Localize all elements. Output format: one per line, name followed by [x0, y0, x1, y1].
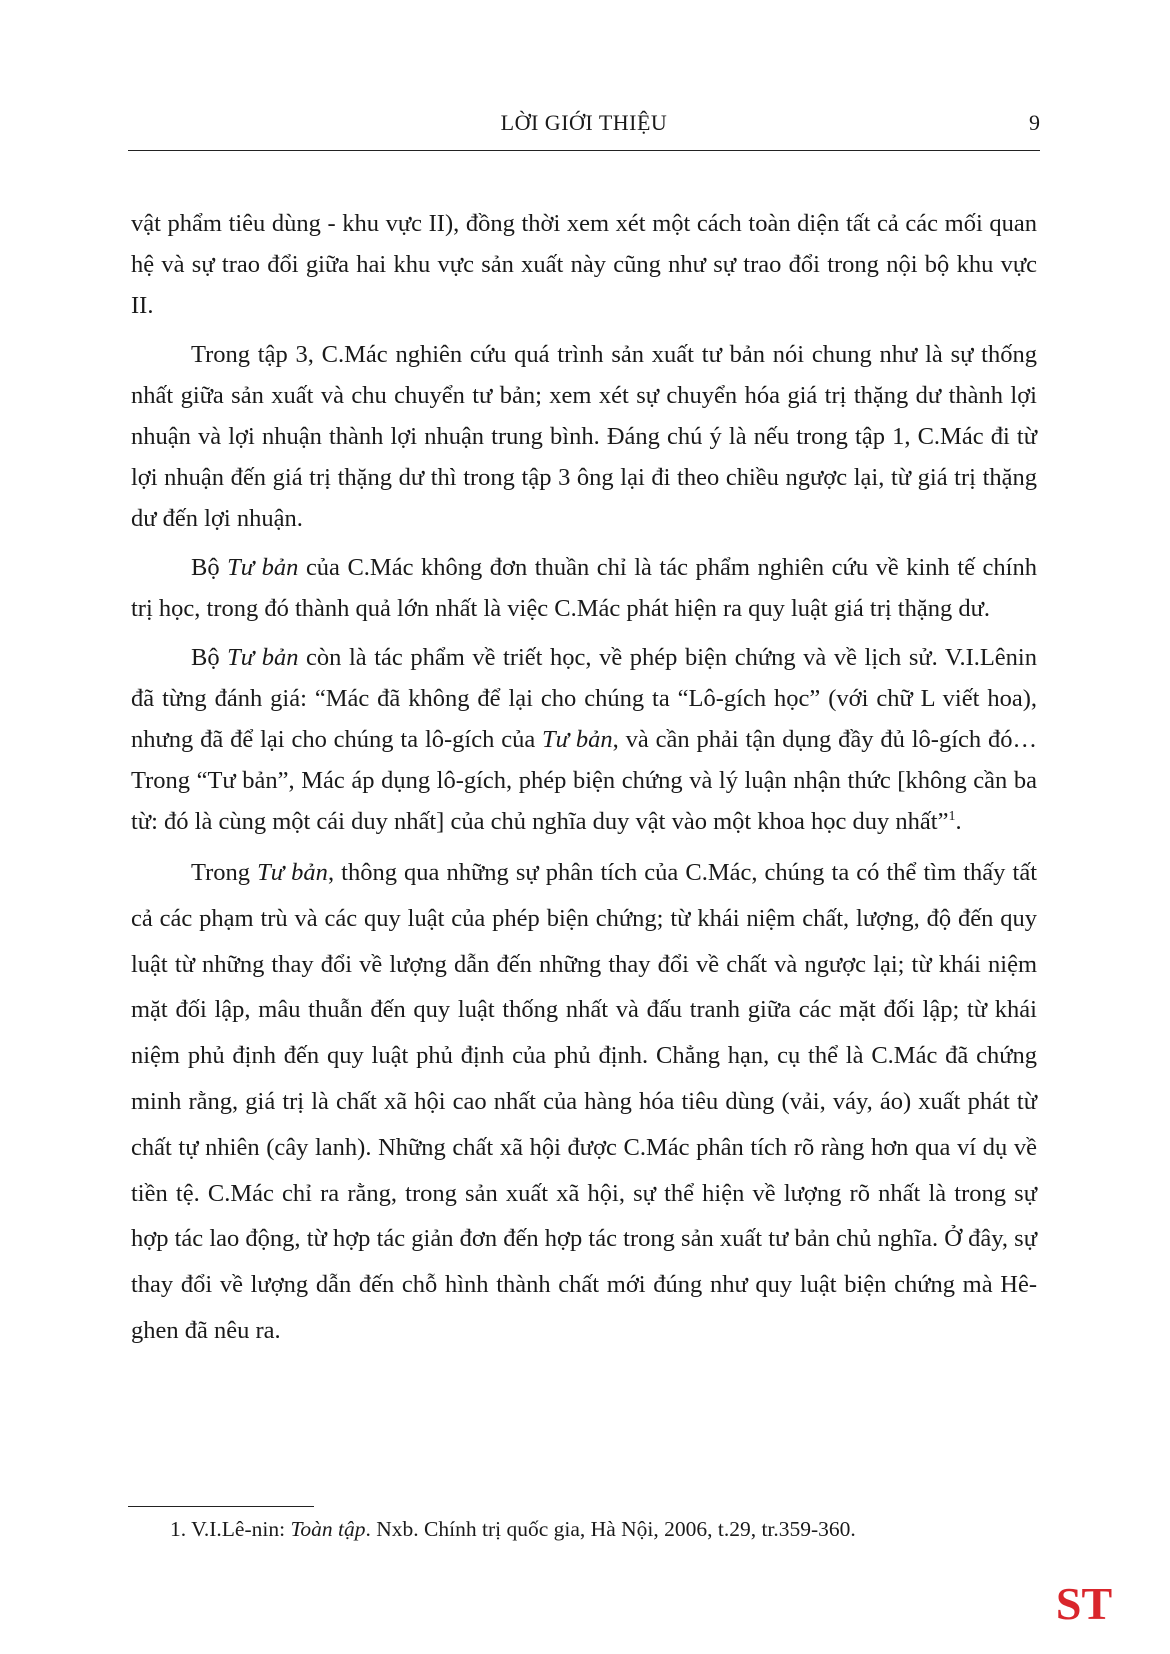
page-number: 9 — [1029, 110, 1040, 135]
running-header — [128, 104, 1040, 151]
paragraph-3: Bộ Tư bản của C.Mác không đơn thuần chỉ là tác phẩm nghiên cứu về kinh tế chính trị học, trong đó thành quả lớn nhất là việc C.Mác phát hiện ra quy luật giá trị thặng dư. — [131, 554, 1037, 622]
book-title: Tư bản — [542, 726, 613, 753]
paragraph-4: Bộ Tư bản còn là tác phẩm về triết học, về phép biện chứng và về lịch sử. V.I.Lênin đã từng đánh giá: “Mác đã không để lại cho chúng ta “Lô-gích học” (với chữ L viết hoa), nhưng đã để lại cho chúng ta lô-gích của Tư bản, và cần phải tận dụng đầy đủ lô-gích đó… Trong “Tư bản”, Mác áp dụng lô-gích, phép biện chứng và lý luận nhận thức [không cần ba từ: đó là cùng một cái duy nhất] của chủ nghĩa duy vật vào một khoa học duy nhất”$^1$. — [131, 644, 1037, 835]
book-title: Tư bản — [227, 554, 299, 581]
paragraph-2: Trong tập 3, C.Mác nghiên cứu quá trình sản xuất tư bản nói chung như là sự thống nhất giữa sản xuất và chu chuyển tư bản; xem xét sự chuyển hóa giá trị thặng dư thành lợi nhuận và lợi nhuận thành lợi nhuận trung bình. Đáng chú ý là nếu trong tập 1, C.Mác đi từ lợi nhuận đến giá trị thặng dư thì trong tập 3 ông lại đi theo chiều ngược lại, từ giá trị thặng dư đến lợi nhuận. — [131, 341, 1037, 532]
logo-text: ST — [1056, 1578, 1112, 1628]
footnote-reference[interactable]: 1 — [948, 808, 956, 824]
body-text — [131, 203, 1037, 1362]
publisher-logo — [1056, 1574, 1112, 1628]
footnote: 1. V.I.Lê-nin: Toàn tập. Nxb. Chính trị quốc gia, Hà Nội, 2006, t.29, tr.359-360. — [170, 1517, 856, 1541]
book-title: Tư bản — [257, 859, 328, 886]
book-title: Tư bản — [227, 644, 299, 671]
footnote-divider — [128, 1506, 314, 1507]
paragraph-5: Trong Tư bản, thông qua những sự phân tích của C.Mác, chúng ta có thể tìm thấy tất cả các phạm trù và các quy luật của phép biện chứng; từ khái niệm chất, lượng, độ đến quy luật từ những thay đổi về lượng dẫn đến những thay đổi về chất và ngược lại; từ khái niệm mặt đối lập, mâu thuẫn đến quy luật thống nhất và đấu tranh giữa các mặt đối lập; từ khái niệm phủ định đến quy luật phủ định của phủ định. Chẳng hạn, cụ thể là C.Mác đã chứng minh rằng, giá trị là chất xã hội cao nhất của hàng hóa tiêu dùng (vải, váy, áo) xuất phát từ chất tự nhiên (cây lanh). Những chất xã hội được C.Mác phân tích rõ ràng hơn qua ví dụ về tiền tệ. C.Mác chỉ ra rằng, trong sản xuất xã hội, sự thể hiện về lượng rõ nhất là trong sự hợp tác lao động, từ hợp tác giản đơn đến hợp tác trong sản xuất tư bản chủ nghĩa. Ở đây, sự thay đổi về lượng dẫn đến chỗ hình thành chất mới đúng như quy luật biện chứng mà Hê-ghen đã nêu ra. — [131, 859, 1037, 1344]
chapter-title: LỜI GIỚI THIỆU — [500, 110, 668, 135]
paragraph-1: vật phẩm tiêu dùng - khu vực II), đồng thời xem xét một cách toàn diện tất cả các mối quan hệ và sự trao đổi giữa hai khu vực sản xuất này cũng như sự trao đổi trong nội bộ khu vực II. — [131, 210, 1037, 319]
